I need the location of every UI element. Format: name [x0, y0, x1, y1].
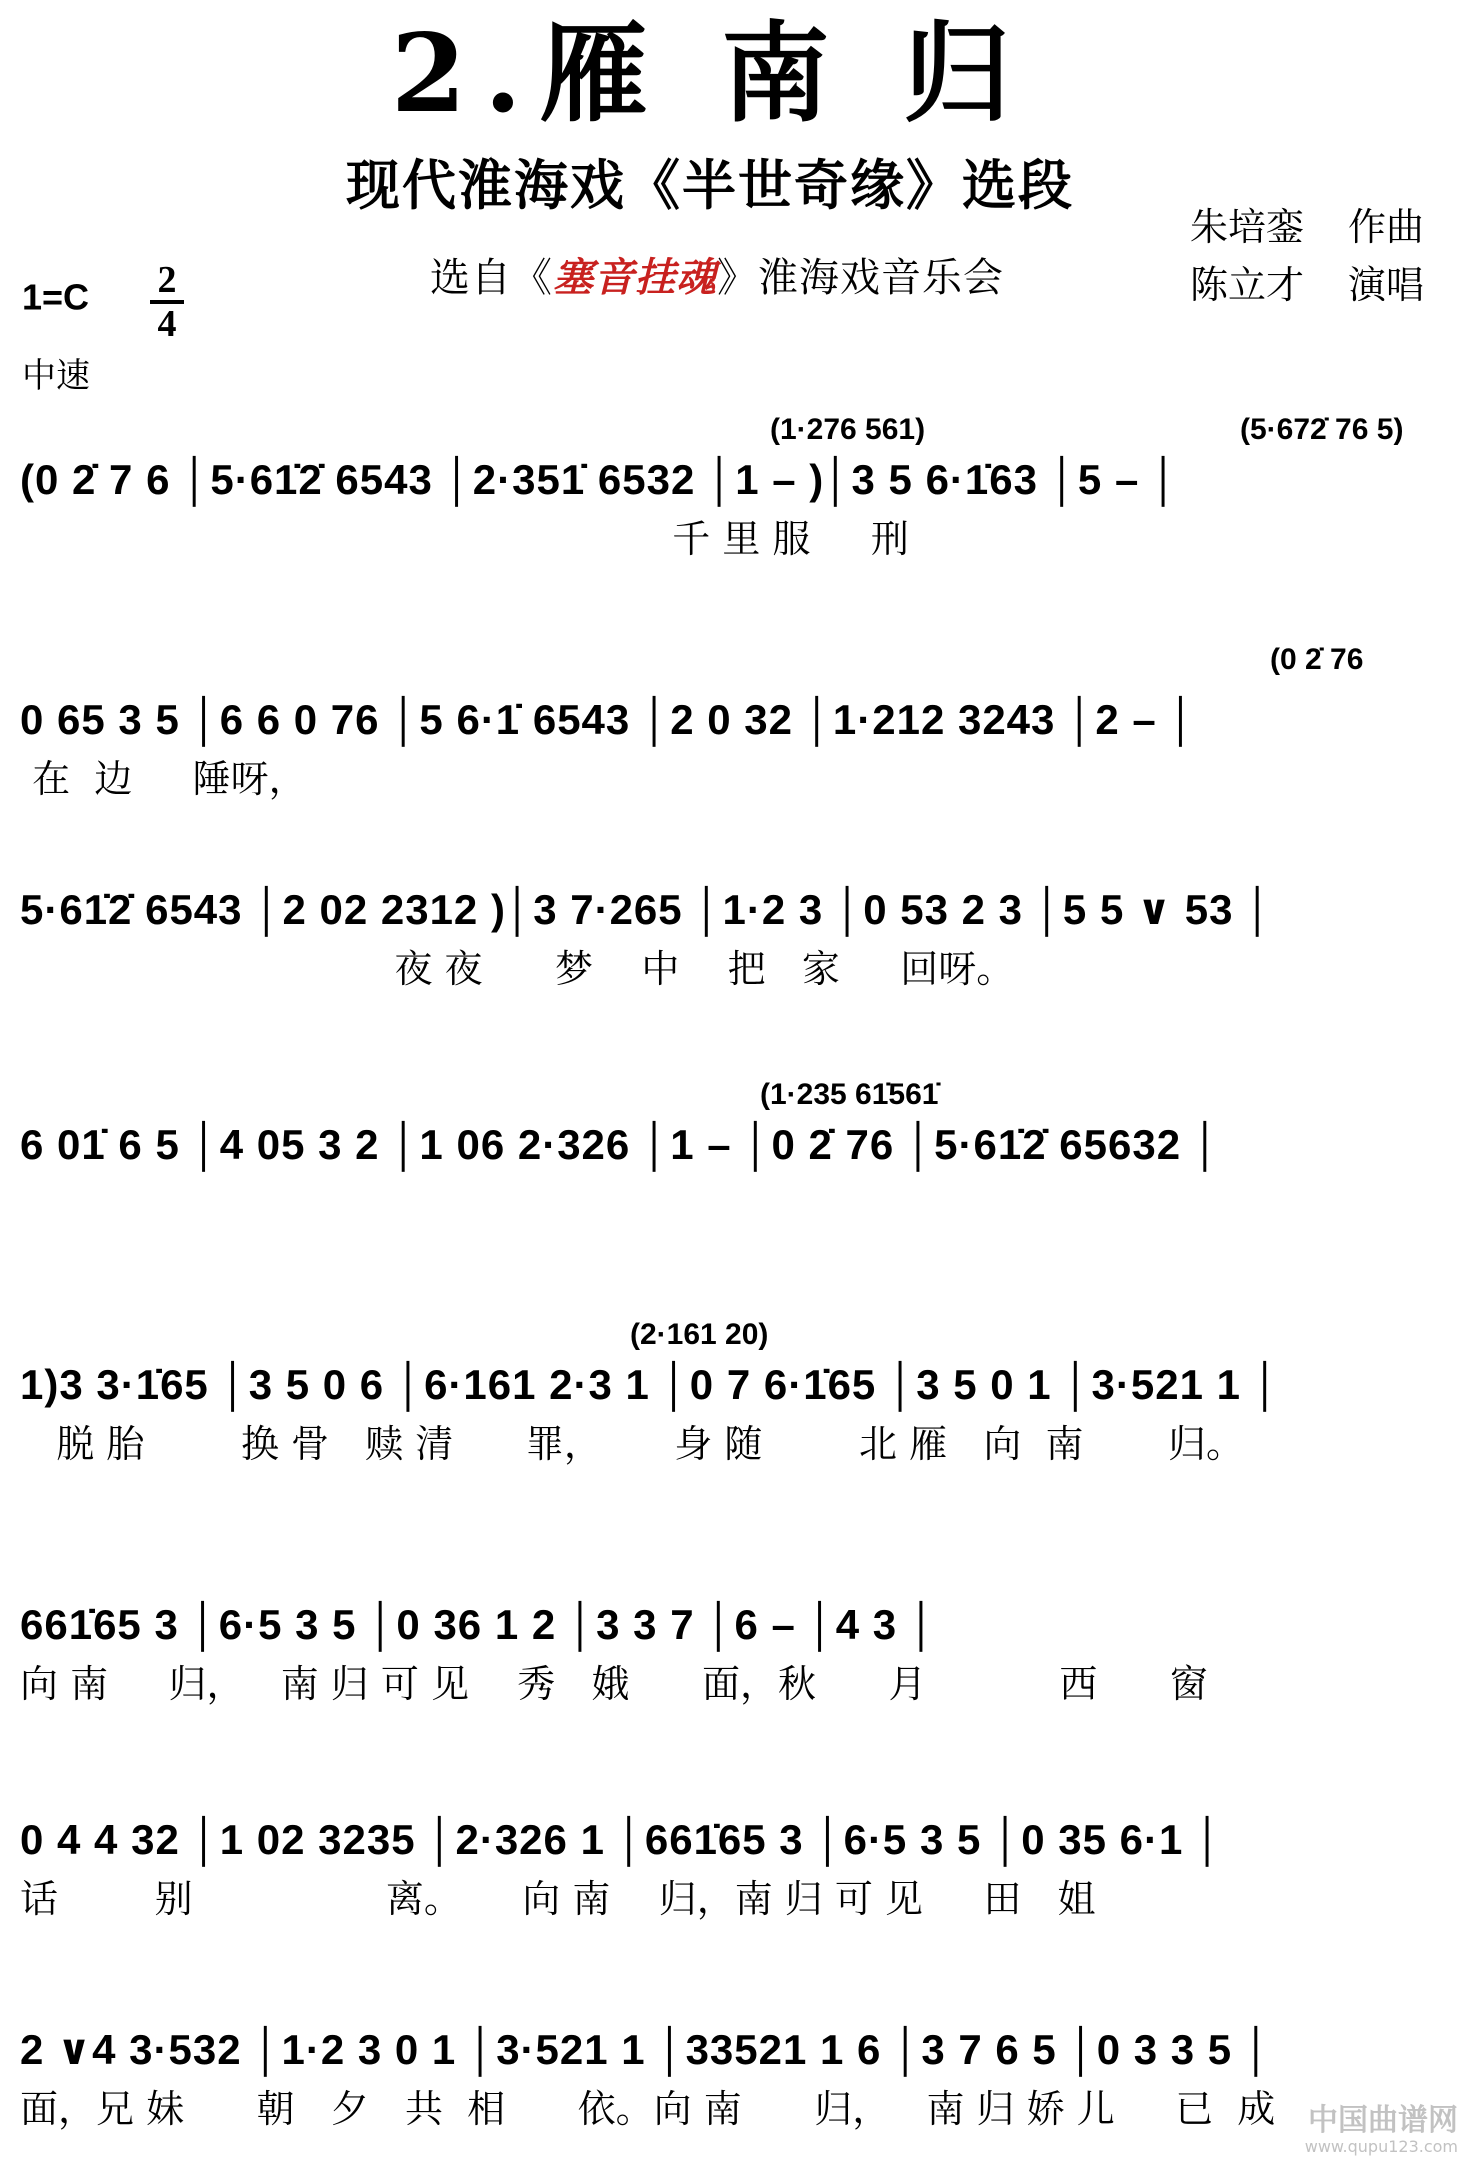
notation-line: 1)3 3·1̇65 │3 5 0 6 │6·161 2·3 1 │0 7 6·1̇65 │3 5 0 1 │3·521 1 │	[20, 1361, 1281, 1408]
composer-role: 作曲	[1348, 205, 1425, 249]
notation-line: 661̇65 3 │6·5 3 5 │0 36 1 2 │3 3 7 │6 – │4 3 │	[20, 1601, 938, 1648]
site-watermark	[1305, 2104, 1458, 2156]
composer-credit	[1190, 200, 1424, 254]
lyrics-line: 脱 胎 换 骨 赎 清 罪， 身 随 北 雁 向 南 归。	[20, 1422, 1245, 1466]
notation-line: 6 01̇ 6 5 │4 05 3 2 │1 06 2·326 │1 – │0 2̇ 76 │5·61̇2̇ 65632 │	[20, 1121, 1221, 1168]
score-system	[0, 1315, 1476, 1495]
key-signature	[22, 270, 89, 322]
singer-credit	[1190, 258, 1424, 312]
annotation: (2·161 20)	[630, 1318, 769, 1351]
tempo-marking: 中速	[22, 356, 90, 396]
watermark-url: www.qupu123.com	[1304, 2137, 1458, 2156]
source-calligraphy: 塞音挂魂	[553, 254, 717, 301]
composer-name: 朱培銮	[1190, 205, 1305, 249]
time-signature	[150, 259, 184, 345]
key-text: 1=C	[22, 276, 90, 318]
score-system	[0, 880, 1476, 1030]
score-system	[0, 1075, 1476, 1225]
annotation: (1·276 561)	[770, 413, 926, 446]
watermark-brand: 中国曲谱网	[1308, 2103, 1458, 2138]
lyrics-line: 千 里 服 刑	[20, 517, 909, 561]
score-system	[0, 640, 1476, 810]
score-system	[0, 1595, 1476, 1745]
annotation: (1·235 61̇561̇	[760, 1078, 939, 1111]
source-prefix: 选自《	[430, 255, 553, 301]
page-subtitle: 现代淮海戏《半世奇缘》选段	[346, 153, 1074, 217]
annotation: (0 2̇ 76	[1270, 643, 1364, 676]
source-line	[430, 250, 1004, 306]
notation-line: 5·61̇2̇ 6543 │2 02 2312 )│3 7·265 │1·2 3 │0 53 2 3 │5 5 ∨ 53 │	[20, 886, 1274, 933]
source-suffix: 》淮海戏音乐会	[717, 255, 1004, 301]
page-title: 2.雁 南 归	[391, 11, 1029, 137]
score-system	[0, 410, 1476, 570]
annotation: (5·672̇ 76 5)	[1240, 413, 1404, 446]
lyrics-line: 夜 夜 梦 中 把 家 回呀。	[20, 947, 1015, 991]
score-system	[0, 2020, 1476, 2160]
notation-line: 0 65 3 5 │6 6 0 76 │5 6·1̇ 6543 │2 0 32 │1·212 3243 │2 – │	[20, 696, 1197, 743]
singer-name: 陈立才	[1190, 263, 1305, 307]
time-denominator: 4	[157, 303, 177, 345]
lyrics-line: 向 南 归， 南 归 可 见 秀 娥 面，秋 月 西 窗	[20, 1662, 1208, 1706]
singer-role: 演唱	[1348, 263, 1425, 307]
lyrics-line: 话 别 离。 向 南 归，南 归 可 见 田 姐	[20, 1877, 1096, 1921]
score-system	[0, 1810, 1476, 1960]
notation-line: 2 ∨4 3·532 │1·2 3 0 1 │3·521 1 │33521 1 6 │3 7 6 5 │0 3 3 5 │	[20, 2026, 1273, 2073]
lyrics-line: 面，兄 妹 朝 夕 共 相 依。向 南 归， 南 归 娇 儿 已 成	[20, 2087, 1276, 2131]
time-numerator: 2	[150, 262, 184, 304]
lyrics-line: 在 边 陲呀，	[20, 757, 307, 801]
notation-line: 0 4 4 32 │1 02 3235 │2·326 1 │661̇65 3 │6·5 3 5 │0 35 6·1 │	[20, 1816, 1224, 1863]
notation-line: (0 2̇ 7 6 │5·61̇2̇ 6543 │2·351̇ 6532 │1 – )│3 5 6·1̇63 │5 – │	[20, 456, 1180, 503]
